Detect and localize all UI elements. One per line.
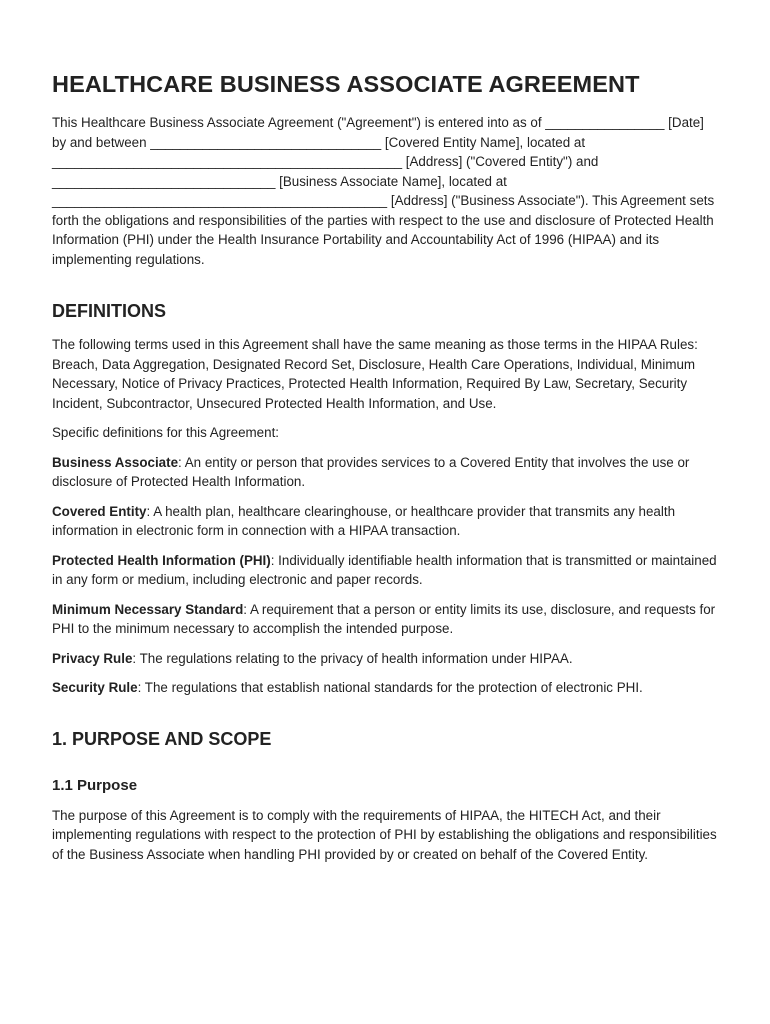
definition-term: Minimum Necessary Standard (52, 601, 244, 617)
definition-term: Protected Health Information (PHI) (52, 552, 271, 568)
section-1-1-paragraph: The purpose of this Agreement is to comply with the requirements of HIPAA, the HITECH Act, and their implementing regulations with respect to the protection of PHI by establishing the obligations and responsibilities of the Business Associate when handling PHI provided by or created on behalf of the Covered Entity. (52, 807, 717, 862)
definition-term: Privacy Rule (52, 650, 133, 666)
definition-phi (52, 551, 720, 590)
intro-paragraph: This Healthcare Business Associate Agreement ("Agreement") is entered into as of ________________ [Date] by and between _______________________________ [Covered Entity Name], located at _______________________________________________ [Address] ("Covered Entity") and ______________________________ [Business Associate Name], located at _____________________________________________ [Address] ("Business Associate"). This Agreement sets forth the obligations and responsibilities of the parties with respect to the use and disclosure of Protected Health Information (PHI) under the Health Insurance Portability and Accountability Act of 1996 (HIPAA) and its implementing regulations. (52, 115, 715, 267)
document-title: HEALTHCARE BUSINESS ASSOCIATE AGREEMENT (52, 71, 640, 97)
section-1-heading: 1. PURPOSE AND SCOPE (52, 728, 272, 749)
document-page (52, 70, 720, 864)
definition-term: Security Rule (52, 680, 138, 695)
definition-text: : The regulations that establish national standards for the protection of electronic PHI. (137, 680, 643, 695)
definition-security-rule (52, 678, 720, 698)
definition-text: : An entity or person that provides services to a Covered Entity that involves the use or disclosure of Protected Health Information. (52, 454, 690, 489)
definition-text: : A health plan, healthcare clearinghouse, or healthcare provider that transmits any health information in electronic form in connection with a HIPAA transaction. (52, 503, 676, 538)
definition-text: : Individually identifiable health information that is transmitted or maintained in any form or medium, including electronic and paper records. (52, 552, 717, 587)
definition-text: : The regulations relating to the privacy of health information under HIPAA. (132, 650, 573, 666)
definition-minimum-necessary (52, 600, 720, 639)
definition-privacy-rule (52, 649, 720, 669)
definitions-terms-paragraph: The following terms used in this Agreement shall have the same meaning as those terms in the HIPAA Rules: Breach, Data Aggregation, Designated Record Set, Disclosure, Health Care Operations, Individual, Minimum Necessary, Notice of Privacy Practices, Protected Health Information, Required By Law, Secretary, Security Incident, Subcontractor, Unsecured Protected Health Information, and Use. (52, 337, 698, 411)
specific-definitions-intro: Specific definitions for this Agreement: (52, 425, 280, 440)
definition-business-associate (52, 453, 720, 492)
section-1-1-heading: 1.1 Purpose (52, 776, 138, 794)
definitions-heading: DEFINITIONS (52, 301, 167, 321)
definition-term: Covered Entity (52, 503, 147, 519)
definition-term: Business Associate (52, 454, 179, 470)
definition-text: : A requirement that a person or entity limits its use, disclosure, and requests for PHI to the minimum necessary to accomplish the intended purpose. (52, 601, 716, 636)
definition-covered-entity (52, 502, 720, 541)
